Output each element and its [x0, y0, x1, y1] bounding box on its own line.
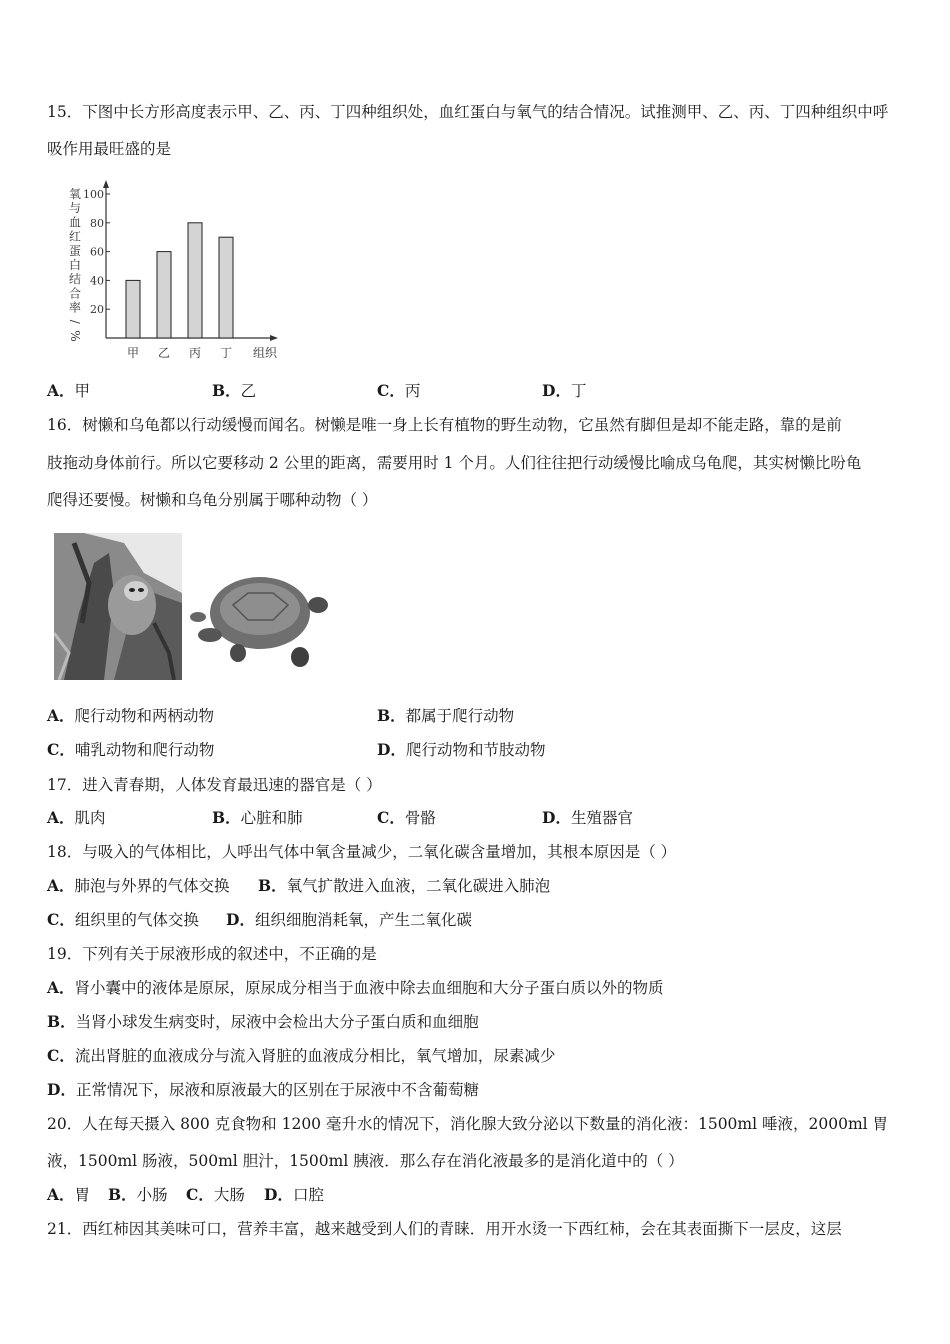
q20-option-d[interactable] — [264, 1185, 324, 1205]
option-letter: B． — [258, 876, 287, 895]
q17-option-c[interactable] — [377, 808, 436, 828]
q16-stem-line1: 16．树懒和乌龟都以行动缓慢而闻名。树懒是唯一身上长有植物的野生动物，它虽然有脚但是却不能走路，靠的是前 — [47, 416, 842, 434]
option-text: 丁 — [570, 382, 587, 400]
option-text: 氧气扩散进入血液，二氧化碳进入肺泡 — [286, 877, 551, 895]
chart-y-tick-label: 100 — [83, 188, 104, 201]
option-letter: A． — [47, 876, 75, 895]
q17-option-b[interactable] — [212, 808, 303, 828]
option-text: 肌肉 — [74, 809, 106, 827]
option-letter: C． — [47, 1046, 75, 1065]
option-text: 肾小囊中的液体是原尿，原尿成分相当于血液中除去血细胞和大分子蛋白质以外的物质 — [74, 979, 664, 997]
q16-stem-line2: 肢拖动身体前行。所以它要移动 2 公里的距离，需要用时 1 个月。人们往往把行动缓慢比喻成乌龟爬，其实树懒比吩龟 — [47, 454, 862, 472]
q20-option-c[interactable] — [186, 1185, 245, 1205]
option-text: 组织里的气体交换 — [74, 911, 199, 929]
chart-ylabel-char: 结 — [68, 272, 82, 287]
option-text: 当肾小球发生病变时，尿液中会检出大分子蛋白质和血细胞 — [75, 1013, 479, 1031]
chart-y-tick-label: 40 — [90, 274, 104, 288]
option-text: 组织细胞消耗氧，产生二氧化碳 — [254, 911, 472, 929]
option-letter: B． — [377, 706, 406, 725]
q18-option-b[interactable] — [258, 876, 550, 896]
option-text: 心脏和肺 — [240, 809, 303, 827]
q20-option-b[interactable] — [108, 1185, 168, 1205]
q18-stem: 18．与吸入的气体相比，人呼出气体中氧含量减少，二氧化碳含量增加，其根本原因是（ ） — [47, 843, 677, 861]
q17-stem: 17．进入青春期，人体发育最迅速的器官是（ ） — [47, 776, 382, 794]
option-text: 乙 — [240, 382, 257, 400]
q20-stem-line1: 20．人在每天摄入 800 克食物和 1200 毫升水的情况下，消化腺大致分泌以下数量的消化液：1500ml 唾液，2000ml 胃 — [47, 1115, 889, 1133]
option-letter: B． — [108, 1185, 137, 1204]
q18-option-a[interactable] — [47, 876, 230, 896]
chart-ylabel-char: 红 — [68, 229, 82, 244]
option-text: 正常情况下，尿液和原液最大的区别在于尿液中不含葡萄糖 — [75, 1081, 479, 1099]
option-text: 口腔 — [292, 1186, 324, 1204]
q16-option-d[interactable] — [377, 740, 545, 760]
sloth-photo — [54, 533, 182, 680]
turtle-photo — [188, 565, 330, 673]
option-letter: B． — [212, 381, 241, 400]
q15-option-b[interactable] — [212, 381, 256, 401]
option-letter: A． — [47, 706, 75, 725]
option-text: 肺泡与外界的气体交换 — [74, 877, 230, 895]
chart-ylabel-char: % — [68, 330, 82, 342]
option-letter: A． — [47, 381, 75, 400]
option-letter: A． — [47, 978, 75, 997]
option-letter: C． — [186, 1185, 214, 1204]
q17-option-a[interactable] — [47, 808, 106, 828]
option-letter: A． — [47, 808, 75, 827]
q15-option-a[interactable] — [47, 381, 90, 401]
chart-ylabel-char: 蛋 — [68, 243, 82, 258]
option-text: 流出肾脏的血液成分与流入肾脏的血液成分相比，氧气增加，尿素减少 — [74, 1047, 556, 1065]
chart-y-tick-label: 60 — [90, 245, 104, 259]
option-text: 生殖器官 — [570, 809, 633, 827]
chart-ylabel-char: 血 — [68, 215, 82, 230]
chart-ylabel-char: 合 — [68, 286, 82, 301]
q16-option-a[interactable] — [47, 706, 214, 726]
chart-category-label: 乙 — [157, 346, 171, 360]
q19-stem: 19．下列有关于尿液形成的叙述中，不正确的是 — [47, 945, 377, 963]
q15-stem-line1: 15．下图中长方形高度表示甲、乙、丙、丁四种组织处，血红蛋白与氧气的结合情况。试推测甲、乙、丙、丁四种组织中呼 — [47, 103, 889, 121]
chart-category-label: 甲 — [126, 346, 140, 360]
option-letter: C． — [47, 740, 75, 759]
option-letter: C． — [377, 381, 405, 400]
q19-option-a[interactable] — [47, 978, 664, 998]
option-letter: B． — [212, 808, 241, 827]
option-text: 都属于爬行动物 — [405, 707, 515, 725]
option-text: 哺乳动物和爬行动物 — [74, 741, 215, 759]
option-text: 丙 — [404, 382, 421, 400]
option-text: 甲 — [74, 382, 91, 400]
option-letter: D． — [542, 808, 571, 827]
chart-bar-3 — [188, 223, 202, 338]
chart-ylabel-char: 氧 — [68, 187, 82, 201]
chart-ylabel-char: 白 — [68, 258, 82, 272]
q16-option-c[interactable] — [47, 740, 214, 760]
option-letter: B． — [47, 1012, 76, 1031]
q19-option-d[interactable] — [47, 1080, 479, 1100]
chart-category-label: 丙 — [188, 346, 202, 360]
q18-option-c[interactable] — [47, 910, 199, 930]
q20-option-a[interactable] — [47, 1185, 90, 1205]
q16-stem-line3: 爬得还要慢。树懒和乌龟分别属于哪种动物（ ） — [47, 491, 378, 509]
option-text: 爬行动物和节肢动物 — [405, 741, 546, 759]
chart-x-axis-arrow — [270, 335, 278, 341]
option-letter: D． — [542, 381, 571, 400]
q19-option-b[interactable] — [47, 1012, 479, 1032]
chart-ylabel-char: 与 — [68, 201, 82, 216]
option-letter: A． — [47, 1185, 75, 1204]
chart-y-tick-label: 20 — [90, 303, 104, 317]
chart-y-axis-arrow — [103, 180, 109, 188]
q17-option-d[interactable] — [542, 808, 633, 828]
option-letter: C． — [377, 808, 405, 827]
option-text: 大肠 — [213, 1186, 245, 1204]
option-text: 骨骼 — [404, 809, 436, 827]
option-letter: D． — [47, 1080, 76, 1099]
q15-stem-line2: 吸作用最旺盛的是 — [47, 140, 172, 158]
chart-ylabel-char: / — [68, 319, 82, 324]
chart-y-axis-label — [68, 187, 82, 342]
option-letter: D． — [377, 740, 406, 759]
chart-ylabel-char: 率 — [68, 300, 82, 315]
oxygen-binding-bar-chart — [62, 176, 286, 366]
q21-stem-line1: 21．西红柿因其美味可口，营养丰富，越来越受到人们的青睐．用开水烫一下西红柿，会在其表面撕下一层皮，这层 — [47, 1220, 842, 1238]
q18-option-d[interactable] — [226, 910, 472, 930]
option-letter: C． — [47, 910, 75, 929]
chart-bar-4 — [219, 237, 233, 338]
option-text: 爬行动物和两柄动物 — [74, 707, 215, 725]
option-text: 胃 — [74, 1186, 91, 1204]
q15-option-d[interactable] — [542, 381, 586, 401]
option-letter: D． — [264, 1185, 293, 1204]
chart-x-axis-label: 组织 — [252, 346, 278, 360]
chart-bar-1 — [126, 280, 140, 338]
q19-option-c[interactable] — [47, 1046, 555, 1066]
chart-category-label: 丁 — [219, 346, 233, 360]
q16-option-b[interactable] — [377, 706, 514, 726]
chart-bar-2 — [157, 252, 171, 338]
option-text: 小肠 — [136, 1186, 168, 1204]
option-letter: D． — [226, 910, 255, 929]
q15-option-c[interactable] — [377, 381, 420, 401]
chart-y-tick-label: 80 — [90, 216, 104, 230]
q20-stem-line2: 液，1500ml 肠液，500ml 胆汁，1500ml 胰液．那么存在消化液最多的是消化道中的（ ） — [47, 1152, 684, 1170]
